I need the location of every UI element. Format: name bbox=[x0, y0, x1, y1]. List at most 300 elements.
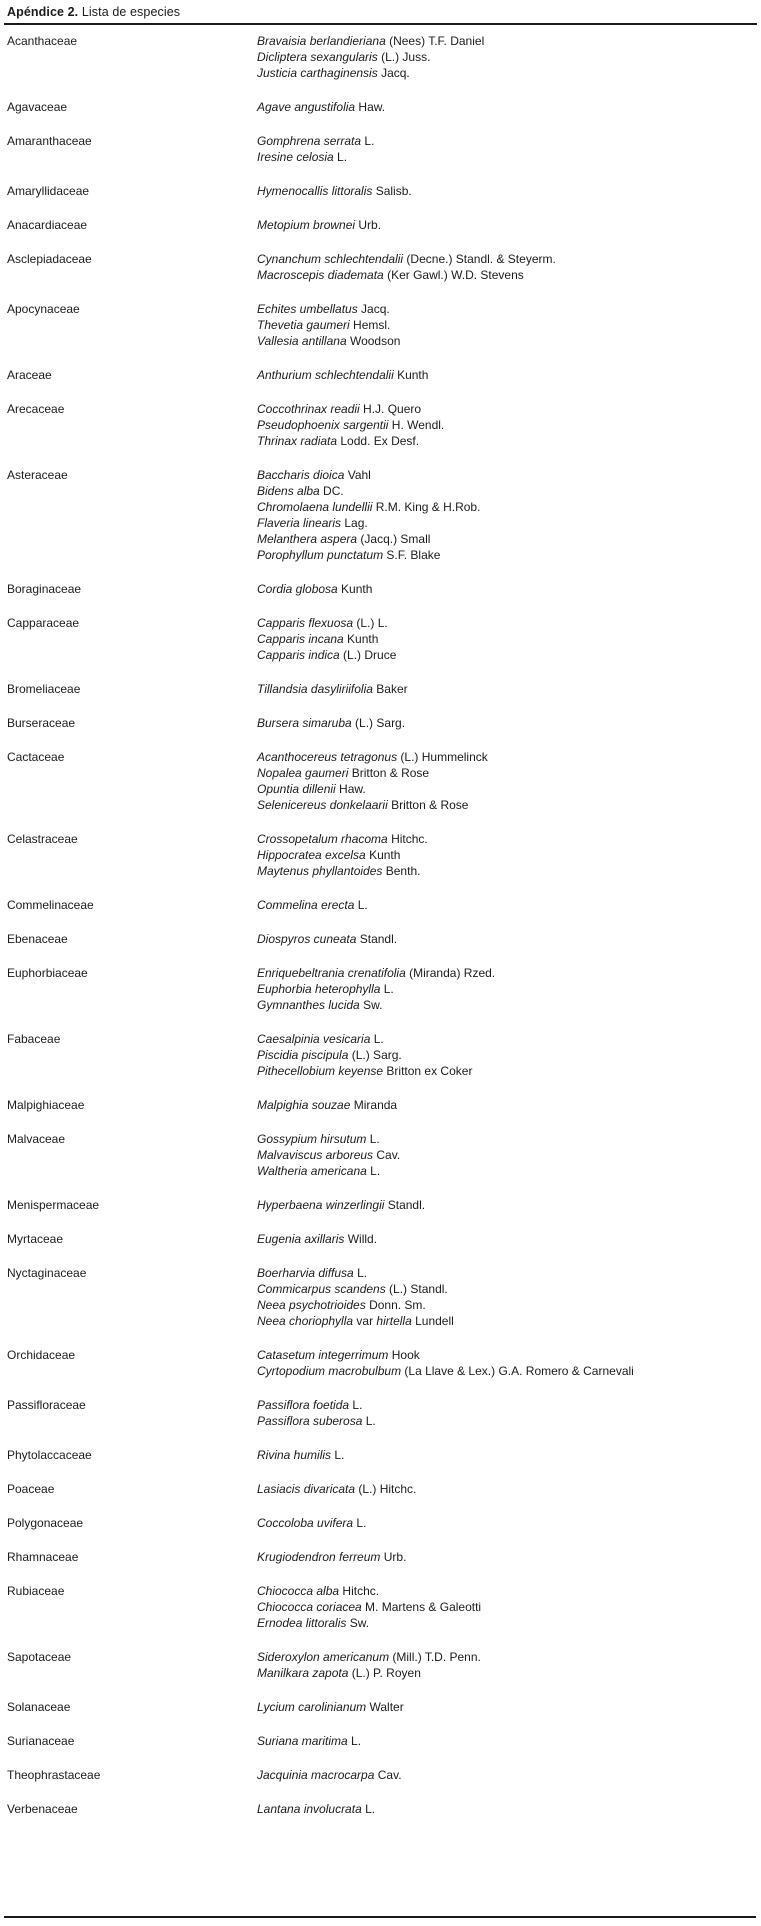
species-cell bbox=[257, 217, 751, 233]
family-name: Arecaceae bbox=[7, 402, 65, 416]
scientific-name: Commelina erecta bbox=[257, 898, 355, 912]
author-citation: Urb. bbox=[355, 218, 382, 232]
author-citation: Urb. bbox=[380, 1550, 407, 1564]
species-line bbox=[257, 1047, 751, 1063]
family-name: Asclepiadaceae bbox=[7, 252, 92, 266]
family-name: Phytolaccaceae bbox=[7, 1448, 92, 1462]
species-cell bbox=[257, 33, 751, 81]
scientific-name: Nopalea gaumeri bbox=[257, 766, 349, 780]
author-citation: L. bbox=[370, 1032, 384, 1046]
author-citation: (Nees) T.F. Daniel bbox=[385, 34, 485, 48]
family-row bbox=[7, 401, 751, 449]
scientific-name: Metopium brownei bbox=[257, 218, 356, 232]
author-citation: Standl. bbox=[384, 1198, 426, 1212]
scientific-name: Passiflora foetida bbox=[257, 1398, 350, 1412]
family-row bbox=[7, 183, 751, 199]
family-name: Amaranthaceae bbox=[7, 134, 92, 148]
bottom-rule bbox=[4, 1916, 756, 1918]
scientific-name: Chiococca alba bbox=[257, 1584, 340, 1598]
family-name: Sapotaceae bbox=[7, 1650, 72, 1664]
species-line bbox=[257, 401, 751, 417]
scientific-name: Capparis flexuosa bbox=[257, 616, 354, 630]
species-cell bbox=[257, 1699, 751, 1715]
author-citation: L. bbox=[366, 1132, 380, 1146]
author-citation: (L.) Hitchc. bbox=[355, 1482, 417, 1496]
species-cell bbox=[257, 1767, 751, 1783]
author-citation: DC. bbox=[319, 484, 344, 498]
species-line bbox=[257, 765, 751, 781]
author-citation: (L.) Juss. bbox=[377, 50, 431, 64]
author-citation: L. bbox=[349, 1398, 363, 1412]
appendix-header bbox=[0, 0, 761, 20]
family-row bbox=[7, 615, 751, 663]
species-line bbox=[257, 1583, 751, 1599]
author-citation: (L.) L. bbox=[353, 616, 388, 630]
scientific-name: Vallesia antillana bbox=[257, 334, 347, 348]
species-line bbox=[257, 1297, 751, 1313]
family-row bbox=[7, 1097, 751, 1113]
species-line bbox=[257, 1699, 751, 1715]
species-cell bbox=[257, 183, 751, 199]
species-line bbox=[257, 931, 751, 947]
author-citation: Sw. bbox=[346, 1616, 370, 1630]
scientific-name: Selenicereus donkelaarii bbox=[257, 798, 388, 812]
species-cell bbox=[257, 1447, 751, 1463]
species-line bbox=[257, 267, 751, 283]
author-citation: Walter bbox=[366, 1700, 404, 1714]
author-citation: L. bbox=[362, 1414, 376, 1428]
scientific-name: Ernodea littoralis bbox=[257, 1616, 347, 1630]
author-citation: Lundell bbox=[411, 1314, 454, 1328]
family-row bbox=[7, 467, 751, 563]
species-line bbox=[257, 1615, 751, 1631]
species-cell bbox=[257, 1649, 751, 1681]
species-line bbox=[257, 1347, 751, 1363]
species-cell bbox=[257, 965, 751, 1013]
family-name: Malvaceae bbox=[7, 1132, 66, 1146]
scientific-name: Macroscepis diademata bbox=[257, 268, 384, 282]
species-line bbox=[257, 1801, 751, 1817]
species-line bbox=[257, 863, 751, 879]
species-line bbox=[257, 217, 751, 233]
species-cell bbox=[257, 367, 751, 383]
author-citation: H.J. Quero bbox=[359, 402, 422, 416]
family-row bbox=[7, 1265, 751, 1329]
species-cell bbox=[257, 1549, 751, 1565]
family-row bbox=[7, 1733, 751, 1749]
family-row bbox=[7, 217, 751, 233]
scientific-name: Neea psychotrioides bbox=[257, 1298, 366, 1312]
scientific-name: Crossopetalum rhacoma bbox=[257, 832, 388, 846]
family-name: Polygonaceae bbox=[7, 1516, 84, 1530]
species-line bbox=[257, 1599, 751, 1615]
scientific-name: Commicarpus scandens bbox=[257, 1282, 386, 1296]
author-citation: (L.) Sarg. bbox=[351, 716, 406, 730]
family-row bbox=[7, 897, 751, 913]
scientific-name: Pithecellobium keyense bbox=[257, 1064, 384, 1078]
scientific-name: Piscidia piscipula bbox=[257, 1048, 349, 1062]
author-citation: L. bbox=[380, 982, 394, 996]
scientific-name: Porophyllum punctatum bbox=[257, 548, 384, 562]
family-row bbox=[7, 931, 751, 947]
author-citation: (Jacq.) Small bbox=[357, 532, 431, 546]
species-line bbox=[257, 681, 751, 697]
author-citation: Hitchc. bbox=[387, 832, 428, 846]
family-row bbox=[7, 1515, 751, 1531]
species-line bbox=[257, 1031, 751, 1047]
species-line bbox=[257, 1447, 751, 1463]
scientific-name: Hymenocallis littoralis bbox=[257, 184, 373, 198]
author-citation: Hook bbox=[388, 1348, 420, 1362]
author-citation: Cav. bbox=[374, 1768, 402, 1782]
family-name: Theophrastaceae bbox=[7, 1768, 101, 1782]
author-citation: Kunth bbox=[343, 632, 379, 646]
author-citation: Vahl bbox=[344, 468, 371, 482]
species-line bbox=[257, 467, 751, 483]
scientific-name: Baccharis dioica bbox=[257, 468, 345, 482]
family-row bbox=[7, 581, 751, 597]
family-name: Fabaceae bbox=[7, 1032, 61, 1046]
scientific-name: Anthurium schlechtendalii bbox=[257, 368, 394, 382]
family-name: Poaceae bbox=[7, 1482, 55, 1496]
species-line bbox=[257, 1147, 751, 1163]
species-line bbox=[257, 1063, 751, 1079]
species-list bbox=[7, 33, 751, 1817]
family-name: Surianaceae bbox=[7, 1734, 75, 1748]
author-citation: Kunth bbox=[337, 582, 373, 596]
top-rule bbox=[4, 23, 757, 25]
family-name: Malpighiaceae bbox=[7, 1098, 85, 1112]
author-citation: Kunth bbox=[365, 848, 401, 862]
scientific-name: Justicia carthaginensis bbox=[257, 66, 378, 80]
author-citation: Baker bbox=[372, 682, 408, 696]
species-line bbox=[257, 1313, 751, 1329]
scientific-name: Chiococca coriacea bbox=[257, 1600, 362, 1614]
species-cell bbox=[257, 715, 751, 731]
author-citation: Standl. bbox=[356, 932, 398, 946]
scientific-name: Echites umbellatus bbox=[257, 302, 358, 316]
species-cell bbox=[257, 1097, 751, 1113]
species-line bbox=[257, 997, 751, 1013]
author-citation: (Decne.) Standl. & Steyerm. bbox=[403, 252, 556, 266]
author-citation: L. bbox=[331, 1448, 345, 1462]
family-name: Ebenaceae bbox=[7, 932, 68, 946]
species-line bbox=[257, 547, 751, 563]
author-citation: (Ker Gawl.) W.D. Stevens bbox=[383, 268, 524, 282]
species-line bbox=[257, 615, 751, 631]
scientific-name: Melanthera aspera bbox=[257, 532, 358, 546]
species-cell bbox=[257, 1347, 751, 1379]
family-row bbox=[7, 99, 751, 115]
species-line bbox=[257, 251, 751, 267]
scientific-name: Sideroxylon americanum bbox=[257, 1650, 390, 1664]
species-line bbox=[257, 317, 751, 333]
species-line bbox=[257, 831, 751, 847]
family-row bbox=[7, 1347, 751, 1379]
scientific-name: Opuntia dillenii bbox=[257, 782, 336, 796]
species-line bbox=[257, 367, 751, 383]
scientific-name: Gymnanthes lucida bbox=[257, 998, 360, 1012]
family-name: Orchidaceae bbox=[7, 1348, 76, 1362]
author-citation: L. bbox=[353, 1266, 368, 1280]
scientific-name: Passiflora suberosa bbox=[257, 1414, 363, 1428]
species-cell bbox=[257, 931, 751, 947]
author-citation: (L.) P. Royen bbox=[348, 1666, 421, 1680]
author-citation: Kunth bbox=[393, 368, 429, 382]
author-citation: (L.) Sarg. bbox=[348, 1048, 402, 1062]
family-name: Rubiaceae bbox=[7, 1584, 65, 1598]
scientific-name: Thrinax radiata bbox=[257, 434, 338, 448]
family-name: Anacardiaceae bbox=[7, 218, 88, 232]
family-row bbox=[7, 1699, 751, 1715]
author-citation: L. bbox=[366, 1164, 381, 1178]
scientific-name: Eugenia axillaris bbox=[257, 1232, 345, 1246]
family-row bbox=[7, 1481, 751, 1497]
scientific-name: Gomphrena serrata bbox=[257, 134, 362, 148]
scientific-name: Hippocratea excelsa bbox=[257, 848, 366, 862]
family-row bbox=[7, 301, 751, 349]
author-citation: Britton & Rose bbox=[387, 798, 469, 812]
species-line bbox=[257, 417, 751, 433]
author-citation: Jacq. bbox=[377, 66, 410, 80]
species-line bbox=[257, 1397, 751, 1413]
family-name: Capparaceae bbox=[7, 616, 80, 630]
species-cell bbox=[257, 681, 751, 697]
family-name: Araceae bbox=[7, 368, 52, 382]
author-citation: (L.) Druce bbox=[339, 648, 397, 662]
family-row bbox=[7, 1649, 751, 1681]
species-cell bbox=[257, 1197, 751, 1213]
scientific-name: Agave angustifolia bbox=[257, 100, 356, 114]
author-citation: (L.) Hummelinck bbox=[397, 750, 488, 764]
author-citation: var bbox=[353, 1314, 377, 1328]
scientific-name: Acanthocereus tetragonus bbox=[257, 750, 398, 764]
scientific-name: Tillandsia dasyliriifolia bbox=[257, 682, 373, 696]
species-line bbox=[257, 981, 751, 997]
author-citation: Haw. bbox=[335, 782, 366, 796]
author-citation: Britton & Rose bbox=[348, 766, 430, 780]
scientific-name: Malpighia souzae bbox=[257, 1098, 351, 1112]
author-citation: Hitchc. bbox=[339, 1584, 380, 1598]
species-cell bbox=[257, 831, 751, 879]
scientific-name: Bursera simaruba bbox=[257, 716, 352, 730]
family-name: Myrtaceae bbox=[7, 1232, 64, 1246]
species-cell bbox=[257, 581, 751, 597]
species-cell bbox=[257, 749, 751, 813]
author-citation: M. Martens & Galeotti bbox=[361, 1600, 482, 1614]
author-citation: L. bbox=[361, 1802, 376, 1816]
scientific-name: Lasiacis divaricata bbox=[257, 1482, 356, 1496]
family-name: Solanaceae bbox=[7, 1700, 71, 1714]
species-line bbox=[257, 1281, 751, 1297]
author-citation: Cav. bbox=[373, 1148, 401, 1162]
family-row bbox=[7, 965, 751, 1013]
species-line bbox=[257, 965, 751, 981]
species-line bbox=[257, 1413, 751, 1429]
scientific-name: Euphorbia heterophylla bbox=[257, 982, 381, 996]
species-cell bbox=[257, 1583, 751, 1631]
author-citation: (Mill.) T.D. Penn. bbox=[389, 1650, 481, 1664]
species-line bbox=[257, 1363, 751, 1379]
family-row bbox=[7, 1031, 751, 1079]
species-line bbox=[257, 333, 751, 349]
species-line bbox=[257, 33, 751, 49]
species-line bbox=[257, 1131, 751, 1147]
family-name: Agavaceae bbox=[7, 100, 68, 114]
species-cell bbox=[257, 1231, 751, 1247]
family-row bbox=[7, 1767, 751, 1783]
scientific-name: Caesalpinia vesicaria bbox=[257, 1032, 371, 1046]
author-citation: L. bbox=[353, 1516, 367, 1530]
author-citation: Woodson bbox=[346, 334, 401, 348]
author-citation: Salisb. bbox=[372, 184, 412, 198]
scientific-name: Cyrtopodium macrobulbum bbox=[257, 1364, 402, 1378]
family-name: Burseraceae bbox=[7, 716, 76, 730]
author-citation: Benth. bbox=[382, 864, 421, 878]
species-line bbox=[257, 1767, 751, 1783]
scientific-name: Coccoloba uvifera bbox=[257, 1516, 354, 1530]
species-cell bbox=[257, 1801, 751, 1817]
species-cell bbox=[257, 301, 751, 349]
family-row bbox=[7, 681, 751, 697]
family-row bbox=[7, 1801, 751, 1817]
scientific-name: Bravaisia berlandieriana bbox=[257, 34, 386, 48]
species-line bbox=[257, 1097, 751, 1113]
family-name: Acanthaceae bbox=[7, 34, 78, 48]
family-row bbox=[7, 251, 751, 283]
species-line bbox=[257, 1649, 751, 1665]
species-cell bbox=[257, 99, 751, 115]
author-citation: L. bbox=[354, 898, 368, 912]
scientific-name: Suriana maritima bbox=[257, 1734, 348, 1748]
author-citation: (Miranda) Rzed. bbox=[405, 966, 496, 980]
scientific-name: Coccothrinax readii bbox=[257, 402, 360, 416]
family-row bbox=[7, 1131, 751, 1179]
family-name: Boraginaceae bbox=[7, 582, 82, 596]
species-line bbox=[257, 65, 751, 81]
scientific-name: Flaveria linearis bbox=[257, 516, 342, 530]
author-citation: Willd. bbox=[344, 1232, 378, 1246]
scientific-name: Gossypium hirsutum bbox=[257, 1132, 367, 1146]
appendix-title bbox=[7, 5, 755, 20]
species-line bbox=[257, 1197, 751, 1213]
family-name: Bromeliaceae bbox=[7, 682, 81, 696]
species-line bbox=[257, 183, 751, 199]
species-line bbox=[257, 781, 751, 797]
family-row bbox=[7, 1447, 751, 1463]
appendix-title-text: Lista de especies bbox=[78, 5, 181, 19]
species-line bbox=[257, 715, 751, 731]
species-cell bbox=[257, 1131, 751, 1179]
family-name: Amaryllidaceae bbox=[7, 184, 90, 198]
scientific-name: Neea choriophylla bbox=[257, 1314, 354, 1328]
scientific-name: Diospyros cuneata bbox=[257, 932, 357, 946]
species-line bbox=[257, 49, 751, 65]
author-citation: (L.) Standl. bbox=[385, 1282, 448, 1296]
family-name: Passifloraceae bbox=[7, 1398, 86, 1412]
scientific-name: Enriquebeltrania crenatifolia bbox=[257, 966, 406, 980]
scientific-name: Capparis indica bbox=[257, 648, 340, 662]
species-line bbox=[257, 301, 751, 317]
scientific-name: Krugiodendron ferreum bbox=[257, 1550, 381, 1564]
author-citation: H. Wendl. bbox=[388, 418, 445, 432]
family-row bbox=[7, 367, 751, 383]
species-line bbox=[257, 897, 751, 913]
species-cell bbox=[257, 615, 751, 663]
species-line bbox=[257, 581, 751, 597]
species-line bbox=[257, 483, 751, 499]
scientific-name: Boerharvia diffusa bbox=[257, 1266, 354, 1280]
species-line bbox=[257, 1265, 751, 1281]
family-row bbox=[7, 1231, 751, 1247]
family-name: Asteraceae bbox=[7, 468, 68, 482]
family-name: Rhamnaceae bbox=[7, 1550, 79, 1564]
scientific-name: Jacquinia macrocarpa bbox=[257, 1768, 375, 1782]
species-line bbox=[257, 1231, 751, 1247]
family-row bbox=[7, 1549, 751, 1565]
species-cell bbox=[257, 1397, 751, 1429]
species-line bbox=[257, 1733, 751, 1749]
scientific-name: Bidens alba bbox=[257, 484, 320, 498]
scientific-name: Waltheria americana bbox=[257, 1164, 367, 1178]
family-name: Celastraceae bbox=[7, 832, 78, 846]
author-citation: Hemsl. bbox=[349, 318, 391, 332]
scientific-name: Hyperbaena winzerlingii bbox=[257, 1198, 385, 1212]
species-cell bbox=[257, 467, 751, 563]
family-row bbox=[7, 1397, 751, 1429]
species-line bbox=[257, 631, 751, 647]
family-row bbox=[7, 1583, 751, 1631]
species-line bbox=[257, 847, 751, 863]
author-citation: S.F. Blake bbox=[383, 548, 441, 562]
scientific-name: Iresine celosia bbox=[257, 150, 334, 164]
scientific-name: Dicliptera sexangularis bbox=[257, 50, 378, 64]
appendix-title-number: Apéndice 2. bbox=[7, 5, 79, 19]
species-cell bbox=[257, 401, 751, 449]
author-citation: Britton ex Coker bbox=[383, 1064, 473, 1078]
family-row bbox=[7, 1197, 751, 1213]
species-line bbox=[257, 1665, 751, 1681]
species-line bbox=[257, 499, 751, 515]
scientific-name: Catasetum integerrimum bbox=[257, 1348, 389, 1362]
author-citation: Lag. bbox=[341, 516, 368, 530]
species-line bbox=[257, 433, 751, 449]
scientific-name: hirtella bbox=[376, 1314, 412, 1328]
author-citation: Lodd. Ex Desf. bbox=[337, 434, 420, 448]
author-citation: L. bbox=[361, 134, 375, 148]
scientific-name: Lycium carolinianum bbox=[257, 1700, 367, 1714]
scientific-name: Lantana involucrata bbox=[257, 1802, 362, 1816]
species-line bbox=[257, 99, 751, 115]
author-citation: Miranda bbox=[350, 1098, 398, 1112]
species-line bbox=[257, 515, 751, 531]
family-name: Menispermaceae bbox=[7, 1198, 100, 1212]
family-name: Nyctaginaceae bbox=[7, 1266, 87, 1280]
author-citation: R.M. King & H.Rob. bbox=[372, 500, 481, 514]
scientific-name: Pseudophoenix sargentii bbox=[257, 418, 389, 432]
scientific-name: Malvaviscus arboreus bbox=[257, 1148, 374, 1162]
species-cell bbox=[257, 251, 751, 283]
scientific-name: Thevetia gaumeri bbox=[257, 318, 350, 332]
species-line bbox=[257, 1481, 751, 1497]
species-line bbox=[257, 149, 751, 165]
family-name: Verbenaceae bbox=[7, 1802, 78, 1816]
scientific-name: Cordia globosa bbox=[257, 582, 338, 596]
family-row bbox=[7, 133, 751, 165]
species-cell bbox=[257, 897, 751, 913]
scientific-name: Manilkara zapota bbox=[257, 1666, 349, 1680]
scientific-name: Cynanchum schlechtendalii bbox=[257, 252, 404, 266]
